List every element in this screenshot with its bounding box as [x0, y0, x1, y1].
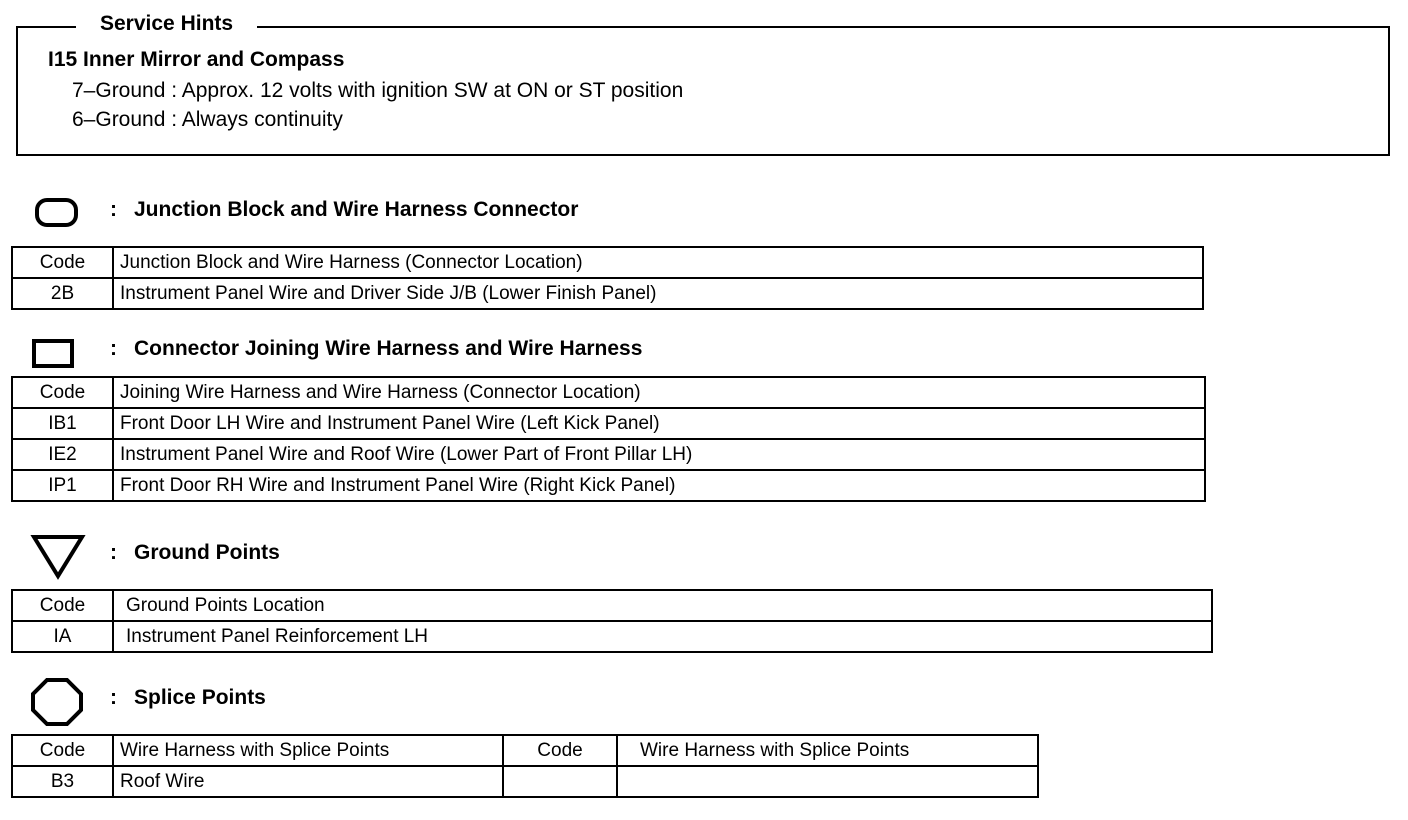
ground-table — [11, 589, 1213, 653]
desc-header: Junction Block and Wire Harness (Connector Location) — [113, 247, 1203, 278]
triangle-down-icon — [30, 533, 86, 581]
service-hints-legend: Service Hints — [76, 12, 257, 36]
code-cell: 2B — [12, 278, 113, 309]
table-row — [12, 278, 1203, 309]
desc-cell: Front Door RH Wire and Instrument Panel Wire (Right Kick Panel) — [113, 470, 1205, 501]
service-hints-title: I15 Inner Mirror and Compass — [48, 48, 345, 71]
splice-table — [11, 734, 1039, 798]
desc-cell: Instrument Panel Reinforcement LH — [113, 621, 1212, 652]
code-header: Code — [503, 735, 617, 766]
table-row — [12, 439, 1205, 470]
table-row — [12, 766, 1038, 797]
desc-cell: Instrument Panel Wire and Driver Side J/B (Lower Finish Panel) — [113, 278, 1203, 309]
table-header-row — [12, 377, 1205, 408]
ground-heading — [110, 540, 280, 566]
desc-cell — [617, 766, 1038, 797]
code-header: Code — [12, 735, 113, 766]
junction-heading-text: Junction Block and Wire Harness Connector — [134, 198, 579, 221]
rounded-rectangle-icon — [34, 196, 80, 230]
table-header-row — [12, 590, 1212, 621]
table-row — [12, 621, 1212, 652]
desc-header: Joining Wire Harness and Wire Harness (Connector Location) — [113, 377, 1205, 408]
code-header: Code — [12, 590, 113, 621]
code-cell: IA — [12, 621, 113, 652]
code-cell: IE2 — [12, 439, 113, 470]
table-header-row — [12, 247, 1203, 278]
octagon-icon — [30, 677, 84, 727]
code-cell — [503, 766, 617, 797]
desc-header: Wire Harness with Splice Points — [617, 735, 1038, 766]
rectangle-icon — [30, 336, 76, 370]
desc-cell: Front Door LH Wire and Instrument Panel Wire (Left Kick Panel) — [113, 408, 1205, 439]
code-header: Code — [12, 247, 113, 278]
table-header-row — [12, 735, 1038, 766]
table-row — [12, 470, 1205, 501]
desc-header: Ground Points Location — [113, 590, 1212, 621]
heading-colon: : — [110, 198, 117, 221]
desc-header: Wire Harness with Splice Points — [113, 735, 503, 766]
service-hint-line-2: 6–Ground : Always continuity — [72, 108, 343, 131]
heading-colon: : — [110, 686, 117, 709]
code-header: Code — [12, 377, 113, 408]
code-cell: B3 — [12, 766, 113, 797]
code-cell: IB1 — [12, 408, 113, 439]
junction-table — [11, 246, 1204, 310]
connector-heading — [110, 336, 642, 362]
desc-cell: Roof Wire — [113, 766, 503, 797]
desc-cell: Instrument Panel Wire and Roof Wire (Lower Part of Front Pillar LH) — [113, 439, 1205, 470]
splice-heading-text: Splice Points — [134, 686, 266, 709]
splice-heading — [110, 685, 266, 711]
table-row — [12, 408, 1205, 439]
junction-heading — [110, 197, 578, 223]
ground-heading-text: Ground Points — [134, 541, 280, 564]
connector-heading-text: Connector Joining Wire Harness and Wire Harness — [134, 337, 643, 360]
code-cell: IP1 — [12, 470, 113, 501]
heading-colon: : — [110, 541, 117, 564]
connector-table — [11, 376, 1206, 502]
heading-colon: : — [110, 337, 117, 360]
service-hint-line-1: 7–Ground : Approx. 12 volts with ignition SW at ON or ST position — [72, 79, 684, 102]
